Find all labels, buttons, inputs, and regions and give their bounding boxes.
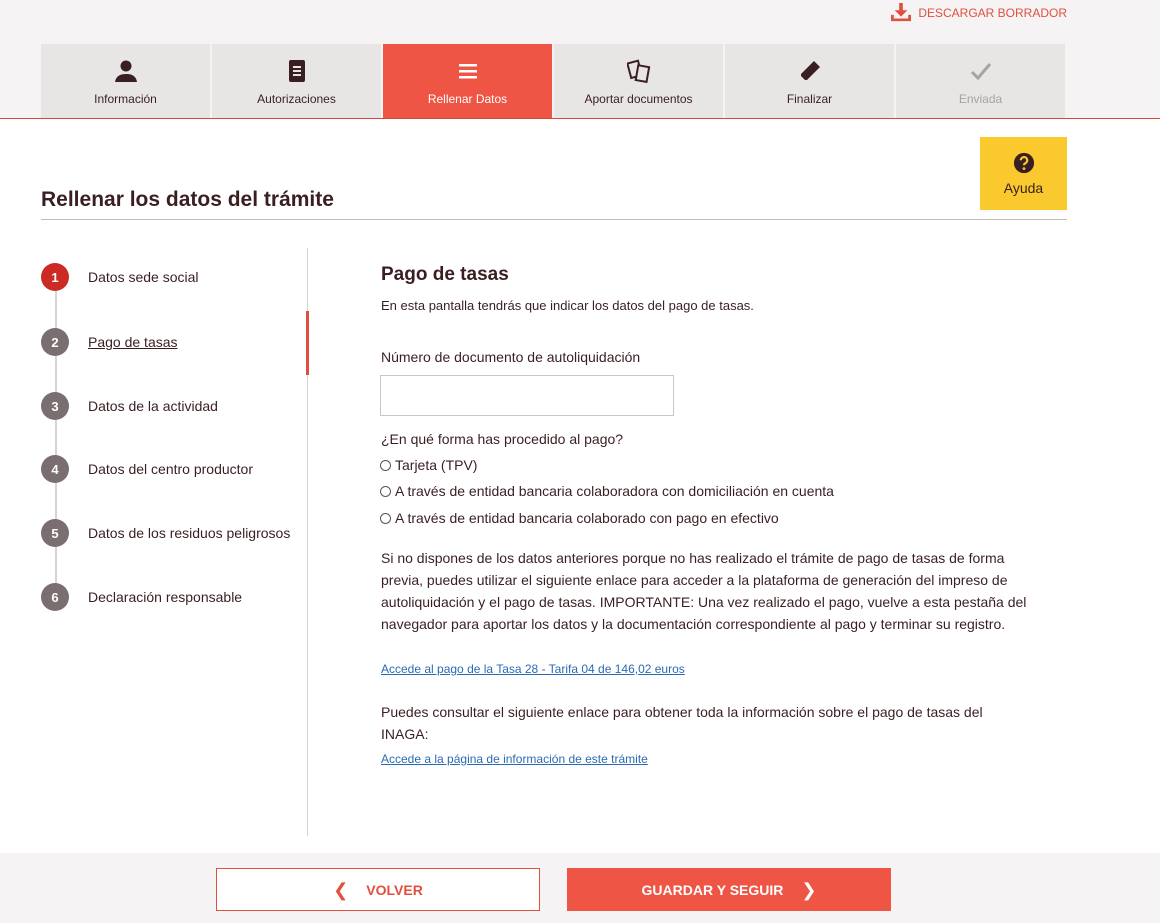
- pencil-icon: [798, 59, 822, 83]
- document-icon: [285, 59, 309, 83]
- step-label: Autorizaciones: [257, 92, 336, 106]
- step-number: 4: [41, 455, 69, 483]
- back-button[interactable]: [216, 868, 540, 911]
- sidebar-item-label: Datos de la actividad: [88, 398, 218, 414]
- download-draft-label: DESCARGAR BORRADOR: [918, 6, 1067, 20]
- sidebar-item-label: Declaración responsable: [88, 589, 243, 605]
- payment-option-tarjeta[interactable]: [380, 457, 477, 473]
- chevron-left-icon: ❮: [333, 879, 349, 900]
- section-description: En esta pantalla tendrás que indicar los datos del pago de tasas.: [381, 298, 754, 313]
- step-number: 5: [41, 519, 69, 547]
- step-number: 2: [41, 328, 69, 356]
- question-icon: [1013, 152, 1035, 174]
- download-draft-link[interactable]: [890, 3, 1067, 23]
- documents-icon: [627, 59, 651, 83]
- radio-label: A través de entidad bancaria colaborado con pago en efectivo: [395, 510, 779, 526]
- doc-number-input[interactable]: [380, 375, 674, 416]
- chevron-right-icon: ❯: [801, 879, 817, 900]
- sidebar-item-datos-actividad[interactable]: [41, 391, 218, 421]
- section-title: Pago de tasas: [381, 264, 509, 285]
- check-icon: [969, 59, 993, 83]
- step-label: Aportar documentos: [584, 92, 693, 106]
- step-number: 1: [41, 263, 69, 291]
- radio-button[interactable]: [380, 513, 391, 524]
- radio-label: Tarjeta (TPV): [395, 457, 478, 473]
- step-label: Información: [94, 92, 157, 106]
- sidebar-item-label: Pago de tasas: [88, 334, 178, 350]
- step-label: Rellenar Datos: [427, 92, 508, 106]
- sidebar-item-datos-centro-productor[interactable]: [41, 454, 253, 484]
- step-aportar-documentos[interactable]: [554, 44, 723, 118]
- back-button-label: VOLVER: [366, 881, 423, 898]
- step-label: Finalizar: [786, 92, 833, 106]
- step-informacion[interactable]: [41, 44, 210, 118]
- sidebar-steps: [41, 248, 308, 836]
- doc-number-label: Número de documento de autoliquidación: [381, 349, 641, 365]
- sidebar-item-label: Datos sede social: [88, 269, 199, 285]
- title-divider: [41, 219, 1067, 220]
- step-finalizar[interactable]: [725, 44, 894, 118]
- user-icon: [114, 59, 138, 83]
- payment-option-efectivo[interactable]: [380, 510, 779, 526]
- step-autorizaciones[interactable]: [212, 44, 381, 118]
- sidebar-item-declaracion-responsable[interactable]: [41, 582, 242, 612]
- sidebar-item-datos-sede-social[interactable]: [41, 262, 199, 292]
- sidebar-item-datos-residuos-peligrosos[interactable]: [41, 518, 290, 548]
- sidebar-item-label: Datos de los residuos peligrosos: [88, 525, 291, 541]
- download-icon: [890, 3, 912, 23]
- sidebar-item-pago-de-tasas[interactable]: [41, 327, 178, 357]
- sidebar-item-label: Datos del centro productor: [88, 461, 253, 477]
- procedure-info-link[interactable]: Accede a la página de información de este trámite: [381, 752, 648, 766]
- step-label: Enviada: [958, 92, 1003, 106]
- inaga-info-text: Puedes consultar el siguiente enlace para obtener toda la información sobre el pago de tasas del INAGA:: [381, 704, 983, 742]
- sidebar-active-marker: [306, 311, 309, 375]
- sidebar-connector-line: [55, 278, 57, 598]
- step-rellenar-datos[interactable]: [383, 44, 552, 118]
- help-label: Ayuda: [1003, 179, 1044, 196]
- help-button[interactable]: [980, 137, 1067, 210]
- step-number: 6: [41, 583, 69, 611]
- top-bar: [0, 0, 1160, 119]
- menu-icon: [456, 59, 480, 83]
- payment-method-question: ¿En qué forma has procedido al pago?: [381, 431, 624, 447]
- payment-link[interactable]: Accede al pago de la Tasa 28 - Tarifa 04 de 146,02 euros: [381, 662, 685, 676]
- page-title: Rellenar los datos del trámite: [41, 188, 334, 211]
- payment-info-text: Si no dispones de los datos anteriores porque no has realizado el trámite de pago de tasas de forma previa, puedes utilizar el siguiente enlace para acceder a la plataforma de generación del impreso de autoliquidación y el pago de tasas. IMPORTANTE: Una vez realizado el pago, vuelve a esta pestaña del navegador para aportar los datos y la documentación correspondiente al pago y terminar su registro.: [381, 550, 1027, 632]
- radio-label: A través de entidad bancaria colaboradora con domiciliación en cuenta: [395, 483, 834, 499]
- step-tabs: [41, 44, 1065, 118]
- radio-button[interactable]: [380, 486, 391, 497]
- radio-button[interactable]: [380, 460, 391, 471]
- payment-option-domiciliacion[interactable]: [380, 483, 834, 499]
- step-number: 3: [41, 392, 69, 420]
- save-continue-button[interactable]: [567, 868, 891, 911]
- step-enviada: [896, 44, 1065, 118]
- save-continue-label: GUARDAR Y SEGUIR: [641, 881, 784, 898]
